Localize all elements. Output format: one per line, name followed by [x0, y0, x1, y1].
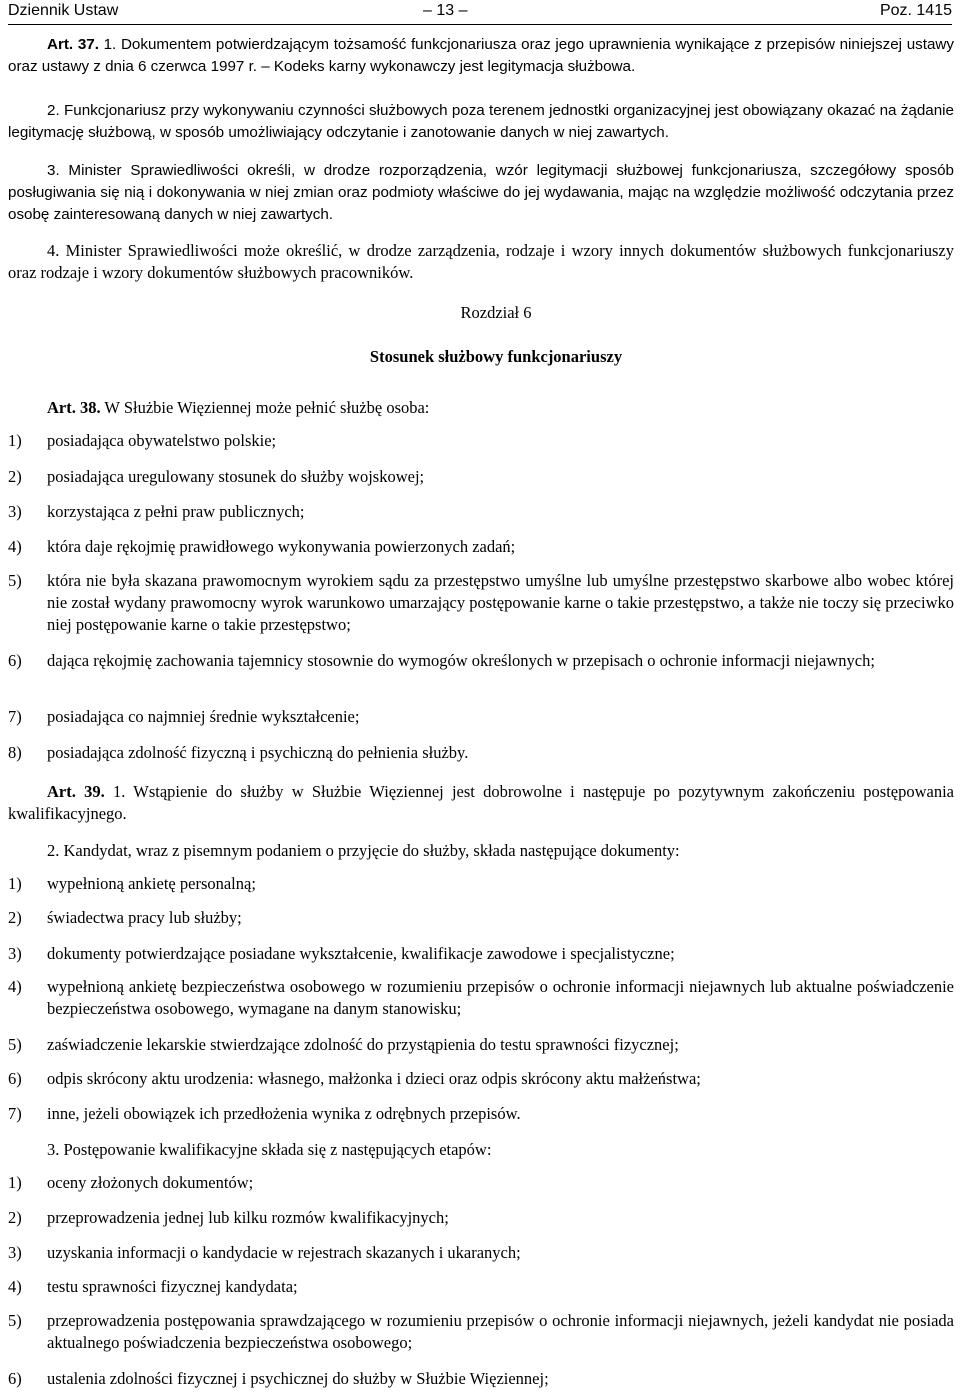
list-item-number: 2): [8, 908, 22, 927]
list-item: [8, 430, 954, 452]
list-item: [8, 501, 954, 523]
list-item: [8, 1172, 954, 1194]
journal-name: Dziennik Ustaw: [8, 2, 119, 19]
page-number: – 13 –: [423, 2, 468, 19]
list-item-number: 3): [8, 502, 22, 521]
list-item-text: wypełnioną ankietę personalną;: [47, 874, 256, 893]
list-item: [8, 1310, 954, 1354]
list-item: [8, 570, 954, 636]
list-item-text: dokumenty potwierdzające posiadane wykształcenie, kwalifikacje zawodowe i specjalistyczne;: [47, 944, 675, 963]
list-item: [8, 1207, 954, 1229]
list-item-number: 2): [8, 1208, 22, 1227]
list-item-text: posiadająca obywatelstwo polskie;: [47, 431, 277, 450]
list-item-text: wypełnioną ankietę bezpieczeństwa osobowego w rozumieniu przepisów o ochronie informacji niejawnych lub aktualne poświadczenie bezpieczeństwa osobowego, wymagane na danym stanowisku;: [47, 977, 954, 1018]
list-item: [8, 706, 954, 728]
list-item-number: 6): [8, 651, 22, 670]
art37-p1-text: 1. Dokumentem potwierdzającym tożsamość funkcjonariusza oraz jego uprawnienia wynikające z przepisów niniejszej ustawy oraz ustawy z dnia 6 czerwca 1997 r. – Kodeks karny wykonawczy jest legitymacja służbowa.: [8, 36, 954, 75]
art37-paragraph-2: 2. Funkcjonariusz przy wykonywaniu czynności służbowych poza terenem jednostki organizacyjnej jest obowiązany okazać na żądanie legitymację służbową, w sposób umożliwiający odczytanie i zanotowanie danych w niej zawartych.: [8, 102, 954, 141]
list-item: [8, 1034, 954, 1056]
list-item-number: 1): [8, 431, 22, 450]
art38-intro: [8, 397, 954, 419]
list-item: [8, 907, 954, 929]
list-item-text: posiadająca zdolność fizyczną i psychiczną do pełnienia służby.: [47, 743, 469, 762]
list-item-text: przeprowadzenia postępowania sprawdzającego w rozumieniu przepisów o ochronie informacji niejawnych, jeżeli kandydat nie posiada aktualnego poświadczenia bezpieczeństwa osobowego;: [47, 1311, 954, 1352]
art38-intro-text: W Służbie Więziennej może pełnić służbę osoba:: [100, 398, 430, 417]
list-item: [8, 1242, 954, 1264]
list-item-number: 6): [8, 1069, 22, 1088]
list-item-text: korzystająca z pełni praw publicznych;: [47, 502, 305, 521]
list-item-text: inne, jeżeli obowiązek ich przedłożenia wynika z odrębnych przepisów.: [47, 1104, 521, 1123]
list-item: [8, 1368, 954, 1390]
list-item-text: posiadająca uregulowany stosunek do służby wojskowej;: [47, 467, 425, 486]
list-item-number: 4): [8, 537, 22, 556]
position-number: Poz. 1415: [879, 2, 952, 19]
list-item-text: zaświadczenie lekarskie stwierdzające zdolność do przystąpienia do testu sprawności fizycznej;: [47, 1035, 679, 1054]
art37-label: Art. 37.: [47, 36, 99, 53]
list-item-number: 7): [8, 707, 22, 726]
chapter-title: Stosunek służbowy funkcjonariuszy: [369, 347, 623, 366]
list-item-text: świadectwa pracy lub służby;: [47, 908, 242, 927]
list-item-number: 7): [8, 1104, 22, 1123]
art39-paragraph-1: [8, 781, 954, 825]
art37-paragraph-3: 3. Minister Sprawiedliwości określi, w drodze rozporządzenia, wzór legitymacji służbowej funkcjonariusza, szczegółowy sposób posługiwania się nią i dokonywania w niej zmian oraz podmioty właściwe do jej wydawania, mając na względzie możliwość odczytania przez osobę zainteresowaną danych w niej zawartych.: [8, 162, 954, 223]
list-item-number: 5): [8, 571, 22, 590]
header-rule: [8, 24, 952, 25]
list-item-number: 4): [8, 977, 22, 996]
list-item-text: posiadająca co najmniej średnie wykształcenie;: [47, 707, 360, 726]
list-item: [8, 873, 954, 895]
list-item: [8, 466, 954, 488]
list-item-text: testu sprawności fizycznej kandydata;: [47, 1277, 298, 1296]
list-item: [8, 943, 954, 965]
list-item: [8, 650, 954, 672]
list-item-number: 4): [8, 1277, 22, 1296]
list-item-text: dająca rękojmię zachowania tajemnicy stosownie do wymogów określonych w przepisach o ochronie informacji niejawnych;: [47, 651, 875, 670]
list-item-number: 6): [8, 1369, 22, 1388]
list-item-text: odpis skrócony aktu urodzenia: własnego, małżonka i dzieci oraz odpis skrócony aktu małżeństwa;: [47, 1069, 701, 1088]
art39-p1-text: 1. Wstąpienie do służby w Służbie Więziennej jest dobrowolne i następuje po pozytywnym zakończeniu postępowania kwalifikacyjnego.: [8, 782, 955, 823]
list-item-number: 3): [8, 944, 22, 963]
list-item-text: uzyskania informacji o kandydacie w rejestrach skazanych i ukaranych;: [47, 1243, 521, 1262]
art37-paragraph-1: [8, 34, 954, 78]
art38-label: Art. 38.: [47, 398, 101, 417]
list-item-number: 1): [8, 1173, 22, 1192]
list-item: [8, 1103, 954, 1125]
chapter-number: Rozdział 6: [460, 303, 532, 322]
list-item-text: ustalenia zdolności fizycznej i psychicznej do służby w Służbie Więziennej;: [47, 1369, 549, 1388]
art39-paragraph-2: 2. Kandydat, wraz z pisemnym podaniem o przyjęcie do służby, składa następujące dokumenty:: [47, 841, 680, 860]
list-item-text: która nie była skazana prawomocnym wyrokiem sądu za przestępstwo umyślne lub umyślne przestępstwo skarbowe albo wobec której nie został wydany prawomocny wyrok warunkowo umarzający postępowanie karne o takie przestępstwo, a także nie toczy się przeciwko niej postępowanie karne o takie przestępstwo;: [47, 571, 954, 634]
list-item: [8, 536, 954, 558]
list-item-number: 5): [8, 1035, 22, 1054]
list-item-number: 2): [8, 467, 22, 486]
list-item-number: 8): [8, 743, 22, 762]
page-header: [8, 0, 952, 22]
list-item-text: przeprowadzenia jednej lub kilku rozmów kwalifikacyjnych;: [47, 1208, 449, 1227]
art37-paragraph-4: 4. Minister Sprawiedliwości może określić, w drodze zarządzenia, rodzaje i wzory innych dokumentów służbowych funkcjonariuszy oraz rodzaje i wzory dokumentów służbowych pracowników.: [8, 241, 954, 282]
art39-label: Art. 39.: [47, 782, 105, 801]
art39-paragraph-3: 3. Postępowanie kwalifikacyjne składa się z następujących etapów:: [47, 1140, 492, 1159]
list-item: [8, 742, 954, 764]
list-item: [8, 1068, 954, 1090]
list-item-number: 1): [8, 874, 22, 893]
list-item-number: 5): [8, 1311, 22, 1330]
list-item-text: która daje rękojmię prawidłowego wykonywania powierzonych zadań;: [47, 537, 516, 556]
list-item: [8, 1276, 954, 1298]
list-item-text: oceny złożonych dokumentów;: [47, 1173, 254, 1192]
list-item: [8, 976, 954, 1020]
list-item-number: 3): [8, 1243, 22, 1262]
